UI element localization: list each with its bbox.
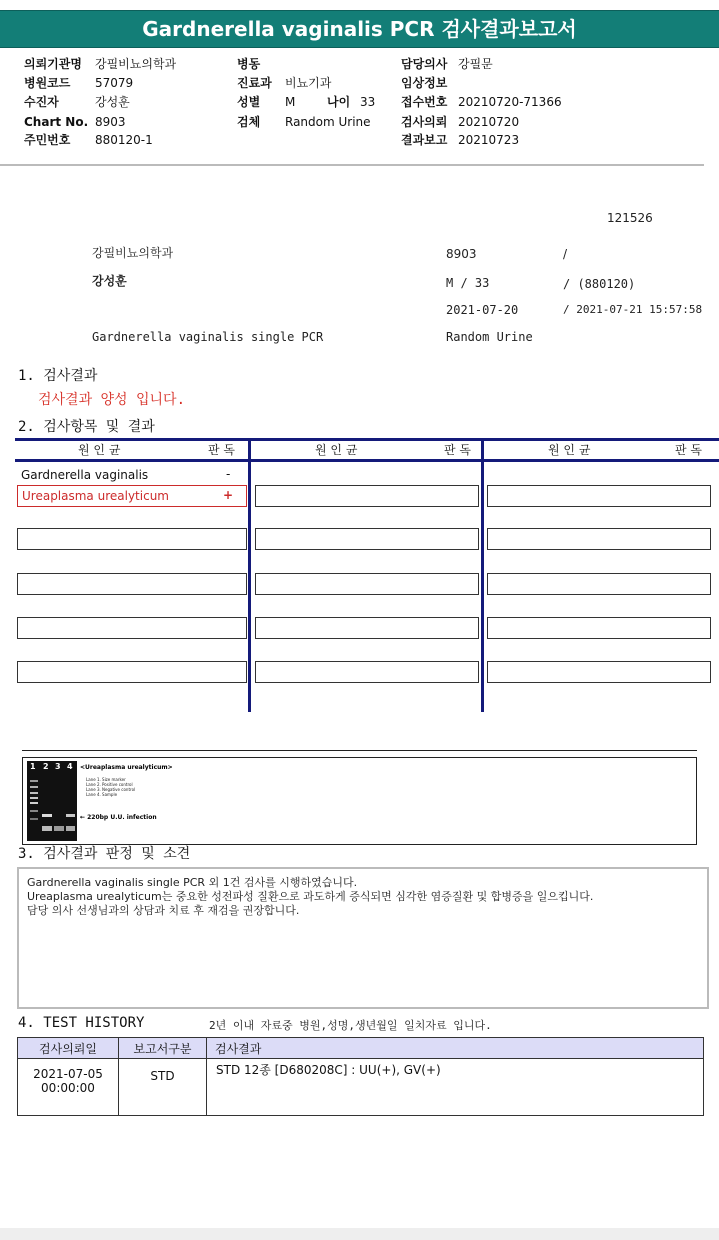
gel-legend-item: Lane 4. Sample bbox=[86, 792, 118, 797]
header-value-patient: 강성훈 bbox=[95, 95, 130, 109]
result-row-box bbox=[487, 617, 711, 639]
info-test-name: Gardnerella vaginalis single PCR bbox=[92, 330, 324, 344]
result-row-box bbox=[17, 528, 247, 550]
test-history-table bbox=[17, 1037, 704, 1116]
section1-title: 1. 검사결과 bbox=[18, 368, 98, 384]
pathogen-result: - bbox=[226, 467, 231, 481]
header-label-chart: Chart No. bbox=[24, 115, 89, 129]
header-label-institution: 의뢰기관명 bbox=[24, 57, 82, 71]
gel-lane-label: 1 bbox=[30, 762, 36, 771]
results-grid-top-border bbox=[15, 438, 719, 441]
gel-legend-item: Lane 2. Positive control bbox=[86, 782, 133, 787]
gel-lane-label: 2 bbox=[43, 762, 49, 771]
section4-title: 4. TEST HISTORY bbox=[18, 1015, 145, 1031]
header-value-request-date: 20210720 bbox=[458, 115, 520, 129]
info-chart: 8903 bbox=[446, 247, 477, 261]
info-hospital: 강필비뇨의학과 bbox=[92, 246, 174, 260]
result-row-box bbox=[255, 485, 479, 507]
history-header-date: 검사의뢰일 bbox=[18, 1038, 119, 1059]
table-row bbox=[18, 1059, 704, 1116]
header-label-age: 나이 bbox=[327, 95, 351, 109]
gel-divider bbox=[22, 750, 697, 751]
header-label-department: 진료과 bbox=[237, 76, 272, 90]
result-row-box bbox=[487, 485, 711, 507]
result-row-box bbox=[255, 617, 479, 639]
history-time: 00:00:00 bbox=[41, 1081, 95, 1095]
results-grid-divider-2 bbox=[481, 438, 484, 712]
col-header-pathogen-3: 원 인 균 bbox=[548, 443, 591, 457]
header-label-patient: 수진자 bbox=[24, 95, 59, 109]
header-label-request-date: 검사의뢰 bbox=[401, 115, 448, 129]
history-type: STD bbox=[119, 1059, 207, 1116]
report-header bbox=[0, 48, 719, 166]
header-value-age: 33 bbox=[360, 95, 376, 109]
info-patient: 강성훈 bbox=[92, 274, 127, 288]
section3-title: 3. 검사결과 판정 및 소견 bbox=[18, 846, 191, 862]
gel-electrophoresis-image bbox=[23, 758, 696, 844]
findings-box bbox=[17, 867, 709, 1009]
info-date-reported: / 2021-07-21 15:57:58 bbox=[563, 303, 703, 316]
history-date: 2021-07-05 bbox=[33, 1067, 103, 1081]
header-value-institution: 강필비뇨의학과 bbox=[95, 57, 177, 71]
header-label-receipt-no: 접수번호 bbox=[401, 95, 448, 109]
col-header-pathogen-1: 원 인 균 bbox=[78, 443, 121, 457]
info-date-received: 2021-07-20 bbox=[446, 303, 519, 317]
history-date-cell bbox=[18, 1059, 119, 1116]
findings-line: 담당 의사 선생님과의 상담과 치료 후 재검을 권장합니다. bbox=[27, 904, 300, 917]
result-row-box bbox=[17, 573, 247, 595]
header-value-hospital-code: 57079 bbox=[95, 76, 134, 90]
results-grid-divider-1 bbox=[248, 438, 251, 712]
findings-line: Gardnerella vaginalis single PCR 외 1건 검사를 시행하였습니다. bbox=[27, 876, 358, 889]
header-value-report-date: 20210723 bbox=[458, 133, 520, 147]
header-value-chart: 8903 bbox=[95, 115, 126, 129]
history-header-type: 보고서구분 bbox=[119, 1038, 207, 1059]
header-scroll-gutter bbox=[704, 48, 719, 166]
results-grid-header-border bbox=[15, 459, 719, 462]
report-title: Gardnerella vaginalis PCR 검사결과보고서 bbox=[0, 10, 719, 48]
gel-title: <Ureaplasma urealyticum> bbox=[80, 764, 173, 771]
bottom-strip bbox=[0, 1228, 719, 1240]
info-slash: / bbox=[563, 247, 568, 261]
gel-band-label: ← 220bp U.U. infection bbox=[80, 814, 157, 821]
gel-legend-item: Lane 1. Size marker bbox=[86, 777, 126, 782]
header-label-sex: 성별 bbox=[237, 95, 261, 109]
result-row-box bbox=[487, 528, 711, 550]
header-value-sex: M bbox=[285, 95, 296, 109]
header-label-specimen: 검체 bbox=[237, 115, 261, 129]
findings-line: Ureaplasma urealyticum는 중요한 성전파성 질환으로 과도하게 증식되면 심각한 염증질환 및 합병증을 일으킵니다. bbox=[27, 890, 594, 903]
col-header-result-1: 판 독 bbox=[208, 443, 235, 457]
pathogen-name: Gardnerella vaginalis bbox=[21, 468, 149, 482]
header-value-doctor: 강필문 bbox=[458, 57, 493, 71]
pathogen-name-positive: Ureaplasma urealyticum bbox=[22, 489, 169, 503]
col-header-result-2: 판 독 bbox=[444, 443, 471, 457]
header-value-specimen: Random Urine bbox=[285, 115, 371, 129]
result-row-box bbox=[255, 573, 479, 595]
header-label-hospital-code: 병원코드 bbox=[24, 76, 71, 90]
pathogen-result-positive: + bbox=[223, 488, 234, 502]
header-label-ward: 병동 bbox=[237, 57, 261, 71]
col-header-pathogen-2: 원 인 균 bbox=[315, 443, 358, 457]
info-sex-age: M / 33 bbox=[446, 276, 490, 290]
header-value-department: 비뇨기과 bbox=[285, 76, 332, 90]
col-header-result-3: 판 독 bbox=[675, 443, 702, 457]
gel-lane-label: 3 bbox=[55, 762, 61, 771]
history-header-result: 검사결과 bbox=[207, 1038, 704, 1059]
header-label-doctor: 담당의사 bbox=[401, 57, 448, 71]
info-specimen: Random Urine bbox=[446, 330, 533, 344]
gel-legend-item: Lane 3. Negative control bbox=[86, 787, 136, 792]
result-row-box bbox=[17, 617, 247, 639]
section2-title: 2. 검사항목 및 결과 bbox=[18, 419, 155, 435]
history-result: STD 12종 [D680208C] : UU(+), GV(+) bbox=[207, 1059, 704, 1116]
gel-lane-label: 4 bbox=[67, 762, 73, 771]
history-note: 2년 이내 자료중 병원,성명,생년월일 일치자료 입니다. bbox=[209, 1019, 492, 1032]
result-message: 검사결과 양성 입니다. bbox=[38, 392, 186, 408]
header-label-resident-no: 주민번호 bbox=[24, 133, 71, 147]
result-row-box bbox=[17, 661, 247, 683]
header-label-clinical-info: 임상정보 bbox=[401, 76, 448, 90]
header-value-receipt-no: 20210720-71366 bbox=[458, 95, 562, 109]
result-row-box bbox=[487, 661, 711, 683]
result-row-box bbox=[255, 661, 479, 683]
result-row-box bbox=[255, 528, 479, 550]
gel-image-panel bbox=[22, 757, 697, 845]
header-value-resident-no: 880120-1 bbox=[95, 133, 153, 147]
result-row-box bbox=[487, 573, 711, 595]
header-label-report-date: 결과보고 bbox=[401, 133, 448, 147]
info-birth: / (880120) bbox=[563, 277, 636, 291]
sample-code: 121526 bbox=[607, 211, 653, 225]
